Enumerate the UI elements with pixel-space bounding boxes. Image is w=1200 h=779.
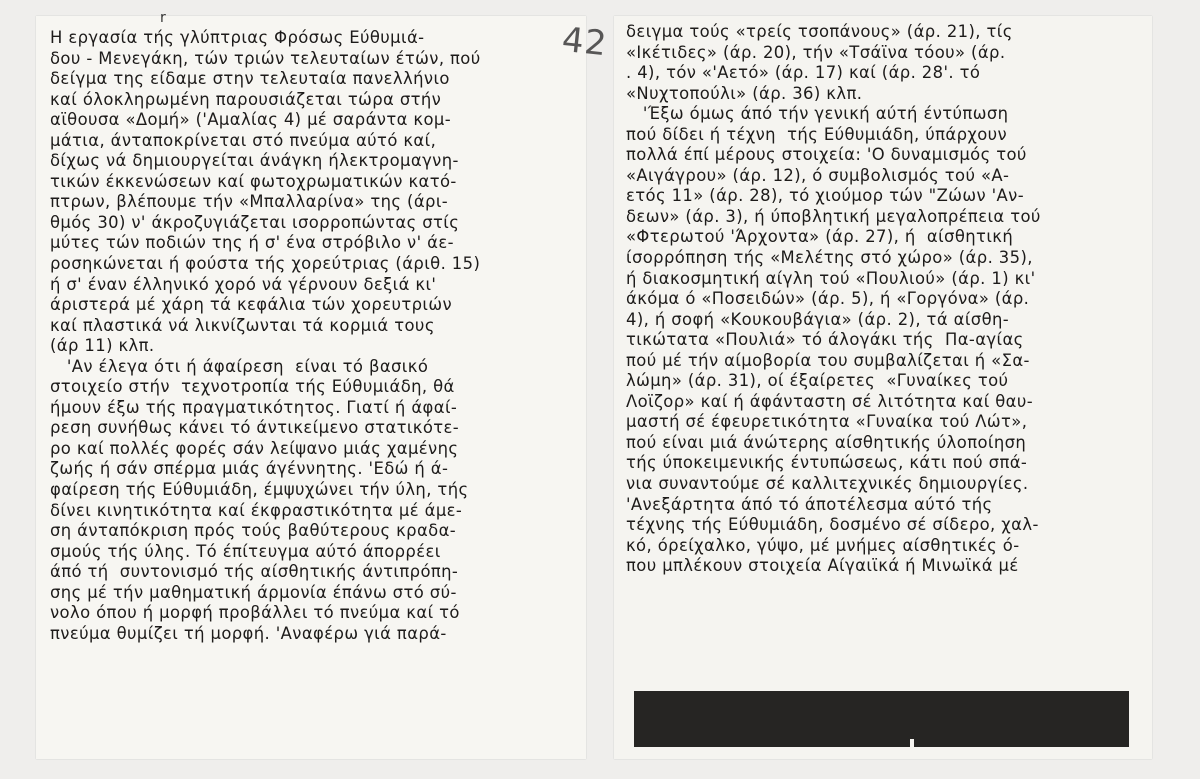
- text-line: . 4), τόν «'Αετό» (άρ. 17) καί (άρ. 28'. τό: [626, 63, 981, 83]
- text-line: ροσηκώνεται ή φούστα τής χορεύτριας (άριθ. 15): [50, 254, 481, 274]
- text-line: ζωής ή σάν σπέρμα μιάς άγέννητης. 'Εδώ ή ά-: [50, 459, 449, 479]
- text-line: ρο καί πολλές φορές σάν λείψανο μιάς χαμένης: [50, 438, 459, 458]
- text-line: πού είναι μιά άνώτερης αίσθητικής ύλοποίηση: [626, 432, 1027, 452]
- text-line: 'Ανεξάρτητα άπό τό άποτέλεσμα αύτό τής: [626, 494, 993, 514]
- text-line: πνεύμα θυμίζει τή μορφή. 'Αναφέρω γιά παρά-: [50, 623, 447, 643]
- text-line: άριστερά μέ χάρη τά κεφάλια τών χορευτριών: [50, 295, 453, 315]
- text-line: δεων» (άρ. 3), ή ύποβλητική μεγαλοπρέπεια τού: [626, 206, 1041, 226]
- text-line: μύτες τών ποδιών της ή σ' ένα στρόβιλο ν' άε-: [50, 233, 454, 253]
- text-line: δειγμα τούς «τρείς τσοπάνους» (άρ. 21), τίς: [626, 22, 1013, 41]
- text-line: δείγμα της είδαμε στην τελευταία πανελλήνιο: [50, 69, 450, 89]
- text-line: ήμουν έξω τής πραγματικότητος. Γιατί ή άφαί-: [50, 397, 458, 417]
- newspaper-clipping-left: [36, 16, 586, 759]
- text-line: ετός 11» (άρ. 28), τό χιούμορ τών "Ζώων 'Αν-: [626, 186, 1025, 206]
- text-line: φαίρεση τής Εύθυμιάδη, έμψυχώνει τήν ύλη, τής: [50, 480, 469, 500]
- text-line: θμός 30) ν' άκροζυγιάζεται ισορροπώντας στίς: [50, 212, 460, 232]
- text-line: (άρ 11) κλπ.: [50, 336, 155, 356]
- text-line: ή διακοσμητική αίγλη τού «Πουλιού» (άρ. 1) κι': [626, 268, 1036, 288]
- text-line: κό, όρείχαλκο, γύψο, μέ μνήμες αίσθητικές ό-: [626, 535, 1020, 555]
- text-line: 'Έξω όμως άπό τήν γενική αύτή έντύπωση: [626, 104, 1009, 124]
- text-line: δου - Μενεγάκη, τών τριών τελευταίων έτών, πού: [50, 48, 481, 68]
- text-line: τής ύποκειμενικής έντυπώσεως, κάτι πού σπά-: [626, 453, 1028, 473]
- text-line: σμούς τής ύλης. Τό έπίτευγμα αύτό άπορρέει: [50, 541, 441, 561]
- text-line: ή σ' έναν έλληνικό χορό νά γέρνουν δεξιά κι': [50, 274, 437, 294]
- text-line: καί όλοκληρωμένη παρουσιάζεται τώρα στήν: [50, 89, 442, 109]
- text-line: πού μέ τήν αίμοβορία του συμβαλίζεται ή «Σα-: [626, 350, 1030, 370]
- text-line: τέχνης τής Εύθυμιάδη, δοσμένο σέ σίδερο, χαλ-: [626, 515, 1039, 535]
- top-mark: r: [160, 10, 166, 26]
- text-line: που μπλέκουν στοιχεία Αίγαιϊκά ή Μινωϊκά μέ: [626, 556, 1019, 576]
- text-line: ση άνταπόκριση πρός τούς βαθύτερους κραδα-: [50, 521, 457, 541]
- text-line: τικών έκκενώσεων καί φωτοχρωματικών κατό-: [50, 171, 457, 191]
- text-line: πολλά έπί μέρους στοιχεία: 'Ο δυναμισμός τού: [626, 145, 1027, 165]
- text-line: άπό τή συντονισμό τής αίσθητικής άντιπρόπη-: [50, 562, 459, 582]
- handwritten-page-number: 42: [560, 19, 610, 65]
- article-column-right: [626, 22, 1144, 577]
- text-line: αϊθουσα «Δομή» ('Αμαλίας 4) μέ σαράντα κομ-: [50, 110, 452, 130]
- text-line: ρεση συνήθως κάνει τό άντικείμενο στατικότε-: [50, 418, 460, 438]
- text-line: ίσορρόπηση τής «Μελέτης στό χώρο» (άρ. 35),: [626, 248, 1033, 268]
- text-line: Λοϊζορ» καί ή άφάνταστη σέ λιτότητα καί θαυ-: [626, 391, 1034, 411]
- text-line: δίχως νά δημιουργείται άνάγκη ήλεκτρομαγνη-: [50, 151, 459, 171]
- text-line: σης μέ τήν μαθηματική άρμονία έπάνω στό σύ-: [50, 582, 457, 602]
- text-line: «Νυχτοπούλι» (άρ. 36) κλπ.: [626, 83, 863, 103]
- text-line: μάτια, άνταποκρίνεται στό πνεύμα αύτό καί,: [50, 130, 437, 150]
- text-line: «Αιγάγρου» (άρ. 12), ό συμβολισμός τού «Α-: [626, 165, 1010, 185]
- text-line: «Ικέτιδες» (άρ. 20), τήν «Τσάϊνα τόου» (άρ.: [626, 42, 1006, 62]
- text-line: 4), ή σοφή «Κουκουβάγια» (άρ. 2), τά αίσθη-: [626, 309, 1010, 329]
- text-line: νια συναντούμε σέ καλλιτεχνικές δημιουργίες.: [626, 474, 1029, 494]
- text-line: δίνει κινητικότητα καί έκφραστικότητα μέ άμε-: [50, 500, 463, 520]
- text-line: άκόμα ό «Ποσειδών» (άρ. 5), ή «Γοργόνα» (άρ.: [626, 289, 1030, 309]
- text-line: μαστή σέ έφευρετικότητα «Γυναίκα τού Λώτ»,: [626, 412, 1028, 432]
- text-line: καί πλαστικά νά λικνίζωνται τά κορμιά τους: [50, 315, 435, 335]
- text-line: Η εργασία τής γλύπτριας Φρόσως Εύθυμιά-: [50, 28, 425, 47]
- dark-photo-strip: [634, 691, 1129, 747]
- text-line: πού δίδει ή τέχνη τής Εύθυμιάδη, ύπάρχουν: [626, 124, 1008, 144]
- text-line: στοιχείο στήν τεχνοτροπία τής Εύθυμιάδη, θά: [50, 377, 455, 397]
- text-line: τικώτατα «Πουλιά» τό άλογάκι τής Πα-αγίας: [626, 330, 1024, 350]
- text-line: 'Αν έλεγα ότι ή άφαίρεση είναι τό βασικό: [50, 356, 429, 376]
- newspaper-clipping-right: [614, 16, 1152, 759]
- text-line: νολο όπου ή μορφή προβάλλει τό πνεύμα καί τό: [50, 603, 460, 623]
- text-line: λώμη» (άρ. 31), οί έξαίρετες «Γυναίκες τού: [626, 371, 1009, 391]
- text-line: πτρων, βλέπουμε τήν «Μπαλλαρίνα» της (άρι-: [50, 192, 449, 212]
- article-column-left: [50, 28, 576, 644]
- text-line: «Φτερωτού 'Άρχοντα» (άρ. 27), ή αίσθητική: [626, 227, 1014, 247]
